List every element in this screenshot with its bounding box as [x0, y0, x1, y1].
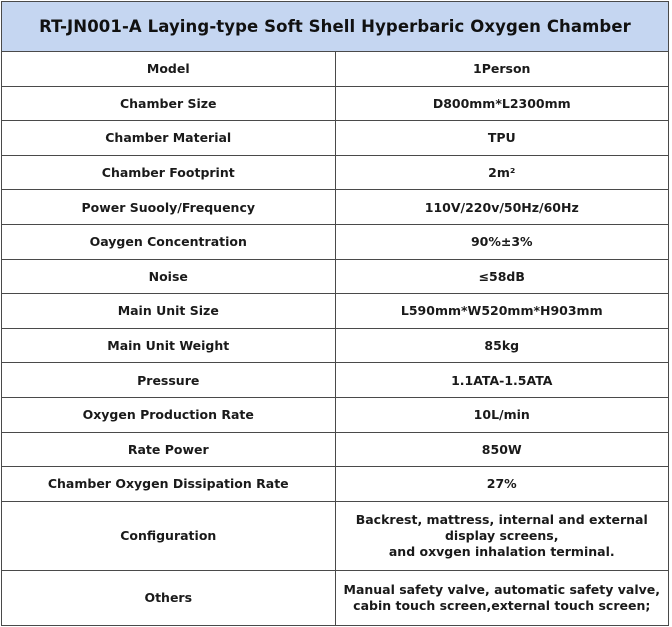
table-row — [2, 259, 669, 294]
spec-value-configuration: Backrest, mattress, internal and external display screens, and oxvgen inhalation terminal. — [335, 501, 669, 570]
spec-value-chamber-footprint: 2m² — [335, 155, 669, 190]
spec-value-rate-power: 850W — [335, 432, 669, 467]
spec-label-main-unit-weight: Main Unit Weight — [2, 328, 336, 363]
table-row — [2, 363, 669, 398]
table-row — [2, 155, 669, 190]
table-row — [2, 224, 669, 259]
table-title: RT-JN001-A Laying-type Soft Shell Hyperbaric Oxygen Chamber — [2, 2, 669, 52]
spec-value-others: Manual safety valve, automatic safety valve, cabin touch screen,external touch screen; — [335, 570, 669, 625]
table-row — [2, 467, 669, 502]
spec-value-chamber-material: TPU — [335, 121, 669, 156]
table-row — [2, 397, 669, 432]
spec-value-chamber-size: D800mm*L2300mm — [335, 86, 669, 121]
spec-label-dissipation-rate: Chamber Oxygen Dissipation Rate — [2, 467, 336, 502]
spec-table — [1, 1, 669, 626]
spec-label-noise: Noise — [2, 259, 336, 294]
spec-value-oxygen-concentration: 90%±3% — [335, 224, 669, 259]
spec-label-chamber-material: Chamber Material — [2, 121, 336, 156]
table-row — [2, 86, 669, 121]
table-row — [2, 294, 669, 329]
spec-value-main-unit-weight: 85kg — [335, 328, 669, 363]
table-row — [2, 121, 669, 156]
table-row — [2, 432, 669, 467]
spec-value-main-unit-size: L590mm*W520mm*H903mm — [335, 294, 669, 329]
table-row — [2, 570, 669, 625]
spec-label-configuration: Configuration — [2, 501, 336, 570]
spec-value-model: 1Person — [335, 52, 669, 87]
spec-value-noise: ≤58dB — [335, 259, 669, 294]
table-row — [2, 52, 669, 87]
spec-label-power: Power Suooly/Frequency — [2, 190, 336, 225]
spec-label-others: Others — [2, 570, 336, 625]
spec-label-oxygen-production-rate: Oxygen Production Rate — [2, 397, 336, 432]
spec-value-dissipation-rate: 27% — [335, 467, 669, 502]
table-row — [2, 328, 669, 363]
title-row — [2, 2, 669, 52]
spec-label-main-unit-size: Main Unit Size — [2, 294, 336, 329]
table-row — [2, 190, 669, 225]
spec-label-pressure: Pressure — [2, 363, 336, 398]
spec-value-power: 110V/220v/50Hz/60Hz — [335, 190, 669, 225]
spec-label-chamber-footprint: Chamber Footprint — [2, 155, 336, 190]
spec-label-model: Model — [2, 52, 336, 87]
spec-label-chamber-size: Chamber Size — [2, 86, 336, 121]
spec-value-oxygen-production-rate: 10L/min — [335, 397, 669, 432]
table-row — [2, 501, 669, 570]
spec-label-oxygen-concentration: Oaygen Concentration — [2, 224, 336, 259]
spec-value-pressure: 1.1ATA-1.5ATA — [335, 363, 669, 398]
spec-label-rate-power: Rate Power — [2, 432, 336, 467]
